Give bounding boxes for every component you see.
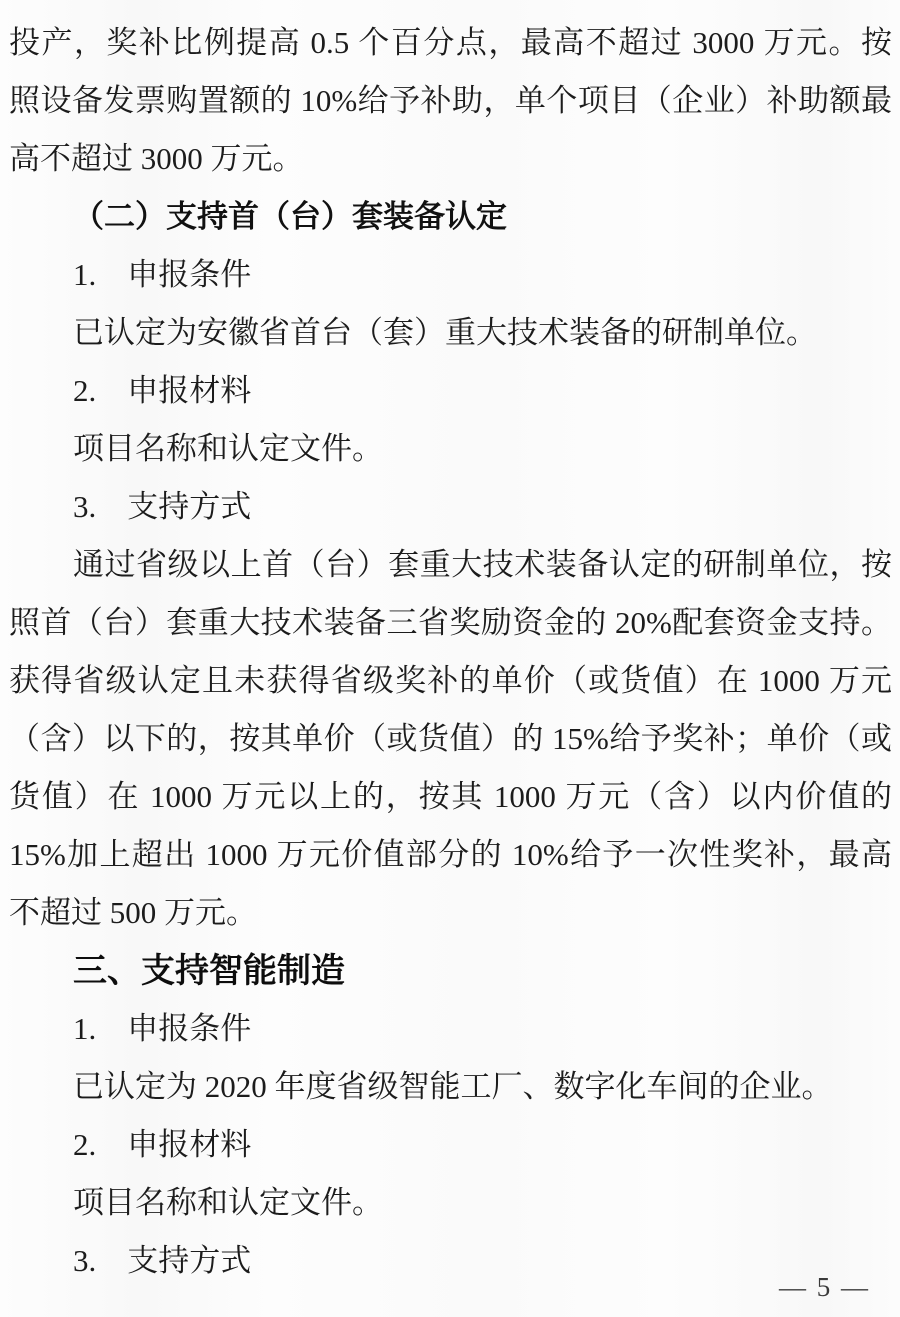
paragraph-line-end: 不超过 500 万元。	[9, 895, 257, 930]
paragraph-materials-text: 项目名称和认定文件。	[73, 1185, 383, 1220]
paragraph-line-end: 高不超过 3000 万元。	[9, 141, 304, 176]
paragraph-line-continued: 照设备发票购置额的 10%给予补助，单个项目（企业）补助额最	[9, 83, 892, 118]
paragraph-line-continued: 货值）在 1000 万元以上的，按其 1000 万元（含）以内价值的	[9, 779, 892, 814]
list-item-3-support: 3. 支持方式	[73, 1243, 252, 1278]
list-item-1-conditions: 1. 申报条件	[73, 257, 252, 292]
paragraph-line-continued: 15%加上超出 1000 万元价值部分的 10%给予一次性奖补，最高	[9, 837, 892, 872]
paragraph-line-continued: 照首（台）套重大技术装备三省奖励资金的 20%配套资金支持。	[9, 605, 892, 640]
paragraph-conditions-text: 已认定为安徽省首台（套）重大技术装备的研制单位。	[73, 315, 817, 350]
list-item-3-support: 3. 支持方式	[73, 489, 252, 524]
paragraph-line-continued: （含）以下的，按其单价（或货值）的 15%给予奖补；单价（或	[9, 721, 892, 756]
paragraph-line-continued: 获得省级认定且未获得省级奖补的单价（或货值）在 1000 万元	[9, 663, 892, 698]
paragraph-line-start: 通过省级以上首（台）套重大技术装备认定的研制单位，按	[73, 547, 892, 582]
page-number: — 5 —	[779, 1272, 870, 1302]
section-heading-3: 三、支持智能制造	[73, 952, 345, 990]
section-heading-2: （二）支持首（台）套装备认定	[73, 199, 507, 234]
paragraph-materials-text: 项目名称和认定文件。	[73, 431, 383, 466]
paragraph-conditions-text: 已认定为 2020 年度省级智能工厂、数字化车间的企业。	[73, 1069, 833, 1104]
list-item-1-conditions: 1. 申报条件	[73, 1011, 252, 1046]
list-item-2-materials: 2. 申报材料	[73, 373, 252, 408]
list-item-2-materials: 2. 申报材料	[73, 1127, 252, 1162]
paragraph-line-continued: 投产，奖补比例提高 0.5 个百分点，最高不超过 3000 万元。按	[9, 25, 892, 60]
